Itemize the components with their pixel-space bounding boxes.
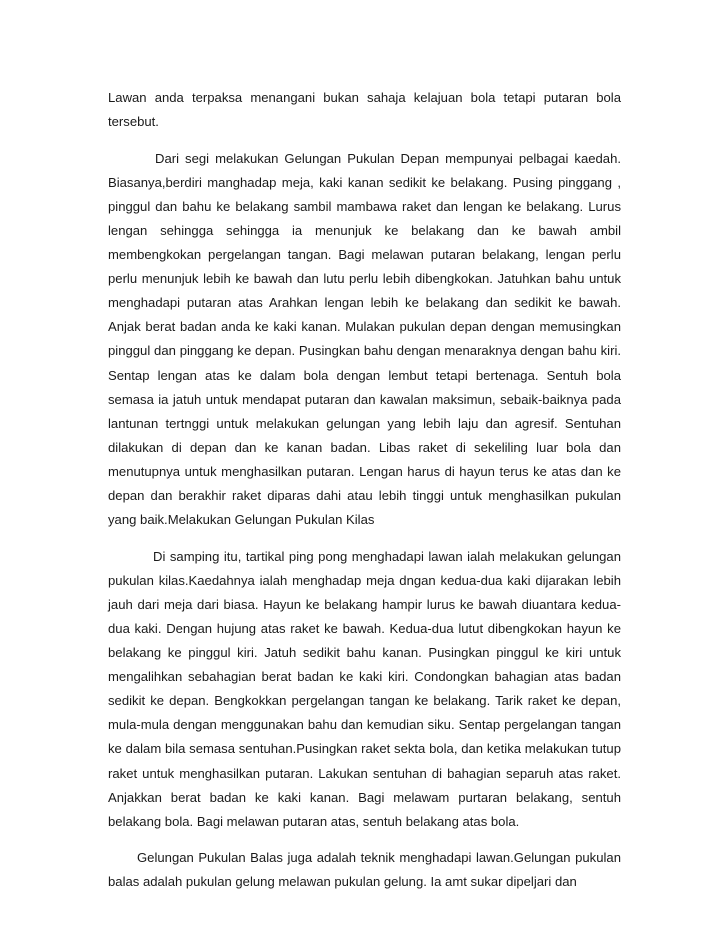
paragraph-backhand-loop: Di samping itu, tartikal ping pong menghadapi lawan ialah melakukan gelungan pukulan kilas.Kaedahnya ialah menghadap meja dngan kedua-dua kaki dijarakan lebih jauh dari meja dari biasa. Hayun ke belakang hampir lurus ke bawah diuantara kedua-dua kaki. Dengan hujung atas raket ke bawah. Kedua-dua lutut dibengkokan hayun ke belakang ke pinggul kiri. Jatuh sedikit bahu kanan. Pusingkan pinggul ke kiri untuk mengalihkan sebahagian berat badan ke kaki kiri. Condongkan bahagian atas badan sedikit ke depan. Bengkokkan pergelangan tangan ke belakang. Tarik raket ke depan, mula-mula dengan menggunakan bahu dan kemudian siku. Sentap pergelangan tangan ke dalam bila semasa sentuhan.Pusingkan raket sekta bola, dan ketika melakukan tutup raket untuk menghasilkan putaran. Lakukan sentuhan di bahagian separuh atas raket. Anjakkan berat badan ke kaki kanan. Bagi melawam purtaran belakang, sentuh belakang bola. Bagi melawan putaran atas, sentuh belakang atas bola.: [108, 548, 621, 829]
paragraph-counter-loop: Gelungan Pukulan Balas juga adalah teknik menghadapi lawan.Gelungan pukulan balas adalah pukulan gelung melawan pukulan gelung. Ia amt sukar dipeljari dan: [108, 850, 621, 890]
document-page: [108, 86, 621, 895]
paragraph-forehand-loop: Dari segi melakukan Gelungan Pukulan Depan mempunyai pelbagai kaedah. Biasanya,berdiri manghadap meja, kaki kanan sedikit ke belakang. Pusing pinggang , pinggul dan bahu ke belakang sambil mambawa raket dan lengan ke belakang. Lurus lengan sehingga sehingga ia menunjuk ke belakang dan ke bawah ambil membengkokan pergelangan tangan. Bagi melawan putaran belakang, lengan perlu perlu menunjuk lebih ke bawah dan lutu perlu lebih dibengkokan. Jatuhkan bahu untuk menghadapi putaran atas Arahkan lengan lebih ke belakang dan sedikit ke bawah. Anjak berat badan anda ke kaki kanan. Mulakan pukulan depan dengan memusingkan pinggul dan pinggang ke depan. Pusingkan bahu dengan menaraknya dengan bahu kiri. Sentap lengan atas ke dalam bola dengan lembut tetapi bertenaga. Sentuh bola semasa ia jatuh untuk mendapat putaran dan kawalan maksimun, sebaik-baiknya pada lantunan tertnggi untuk melakukan gelungan yang lebih laju dan agresif. Sentuhan dilakukan di depan dan ke kanan badan. Libas raket di sekeliling luar bola dan menutupnya untuk menghasilkan putaran. Lengan harus di hayun terus ke atas dan ke depan dan berakhir raket diparas dahi atau lebih tinggi untuk menghasilkan pukulan yang baik.Melakukan Gelungan Pukulan Kilas: [108, 150, 621, 528]
paragraph-intro: Lawan anda terpaksa menangani bukan sahaja kelajuan bola tetapi putaran bola tersebut.: [108, 90, 621, 130]
